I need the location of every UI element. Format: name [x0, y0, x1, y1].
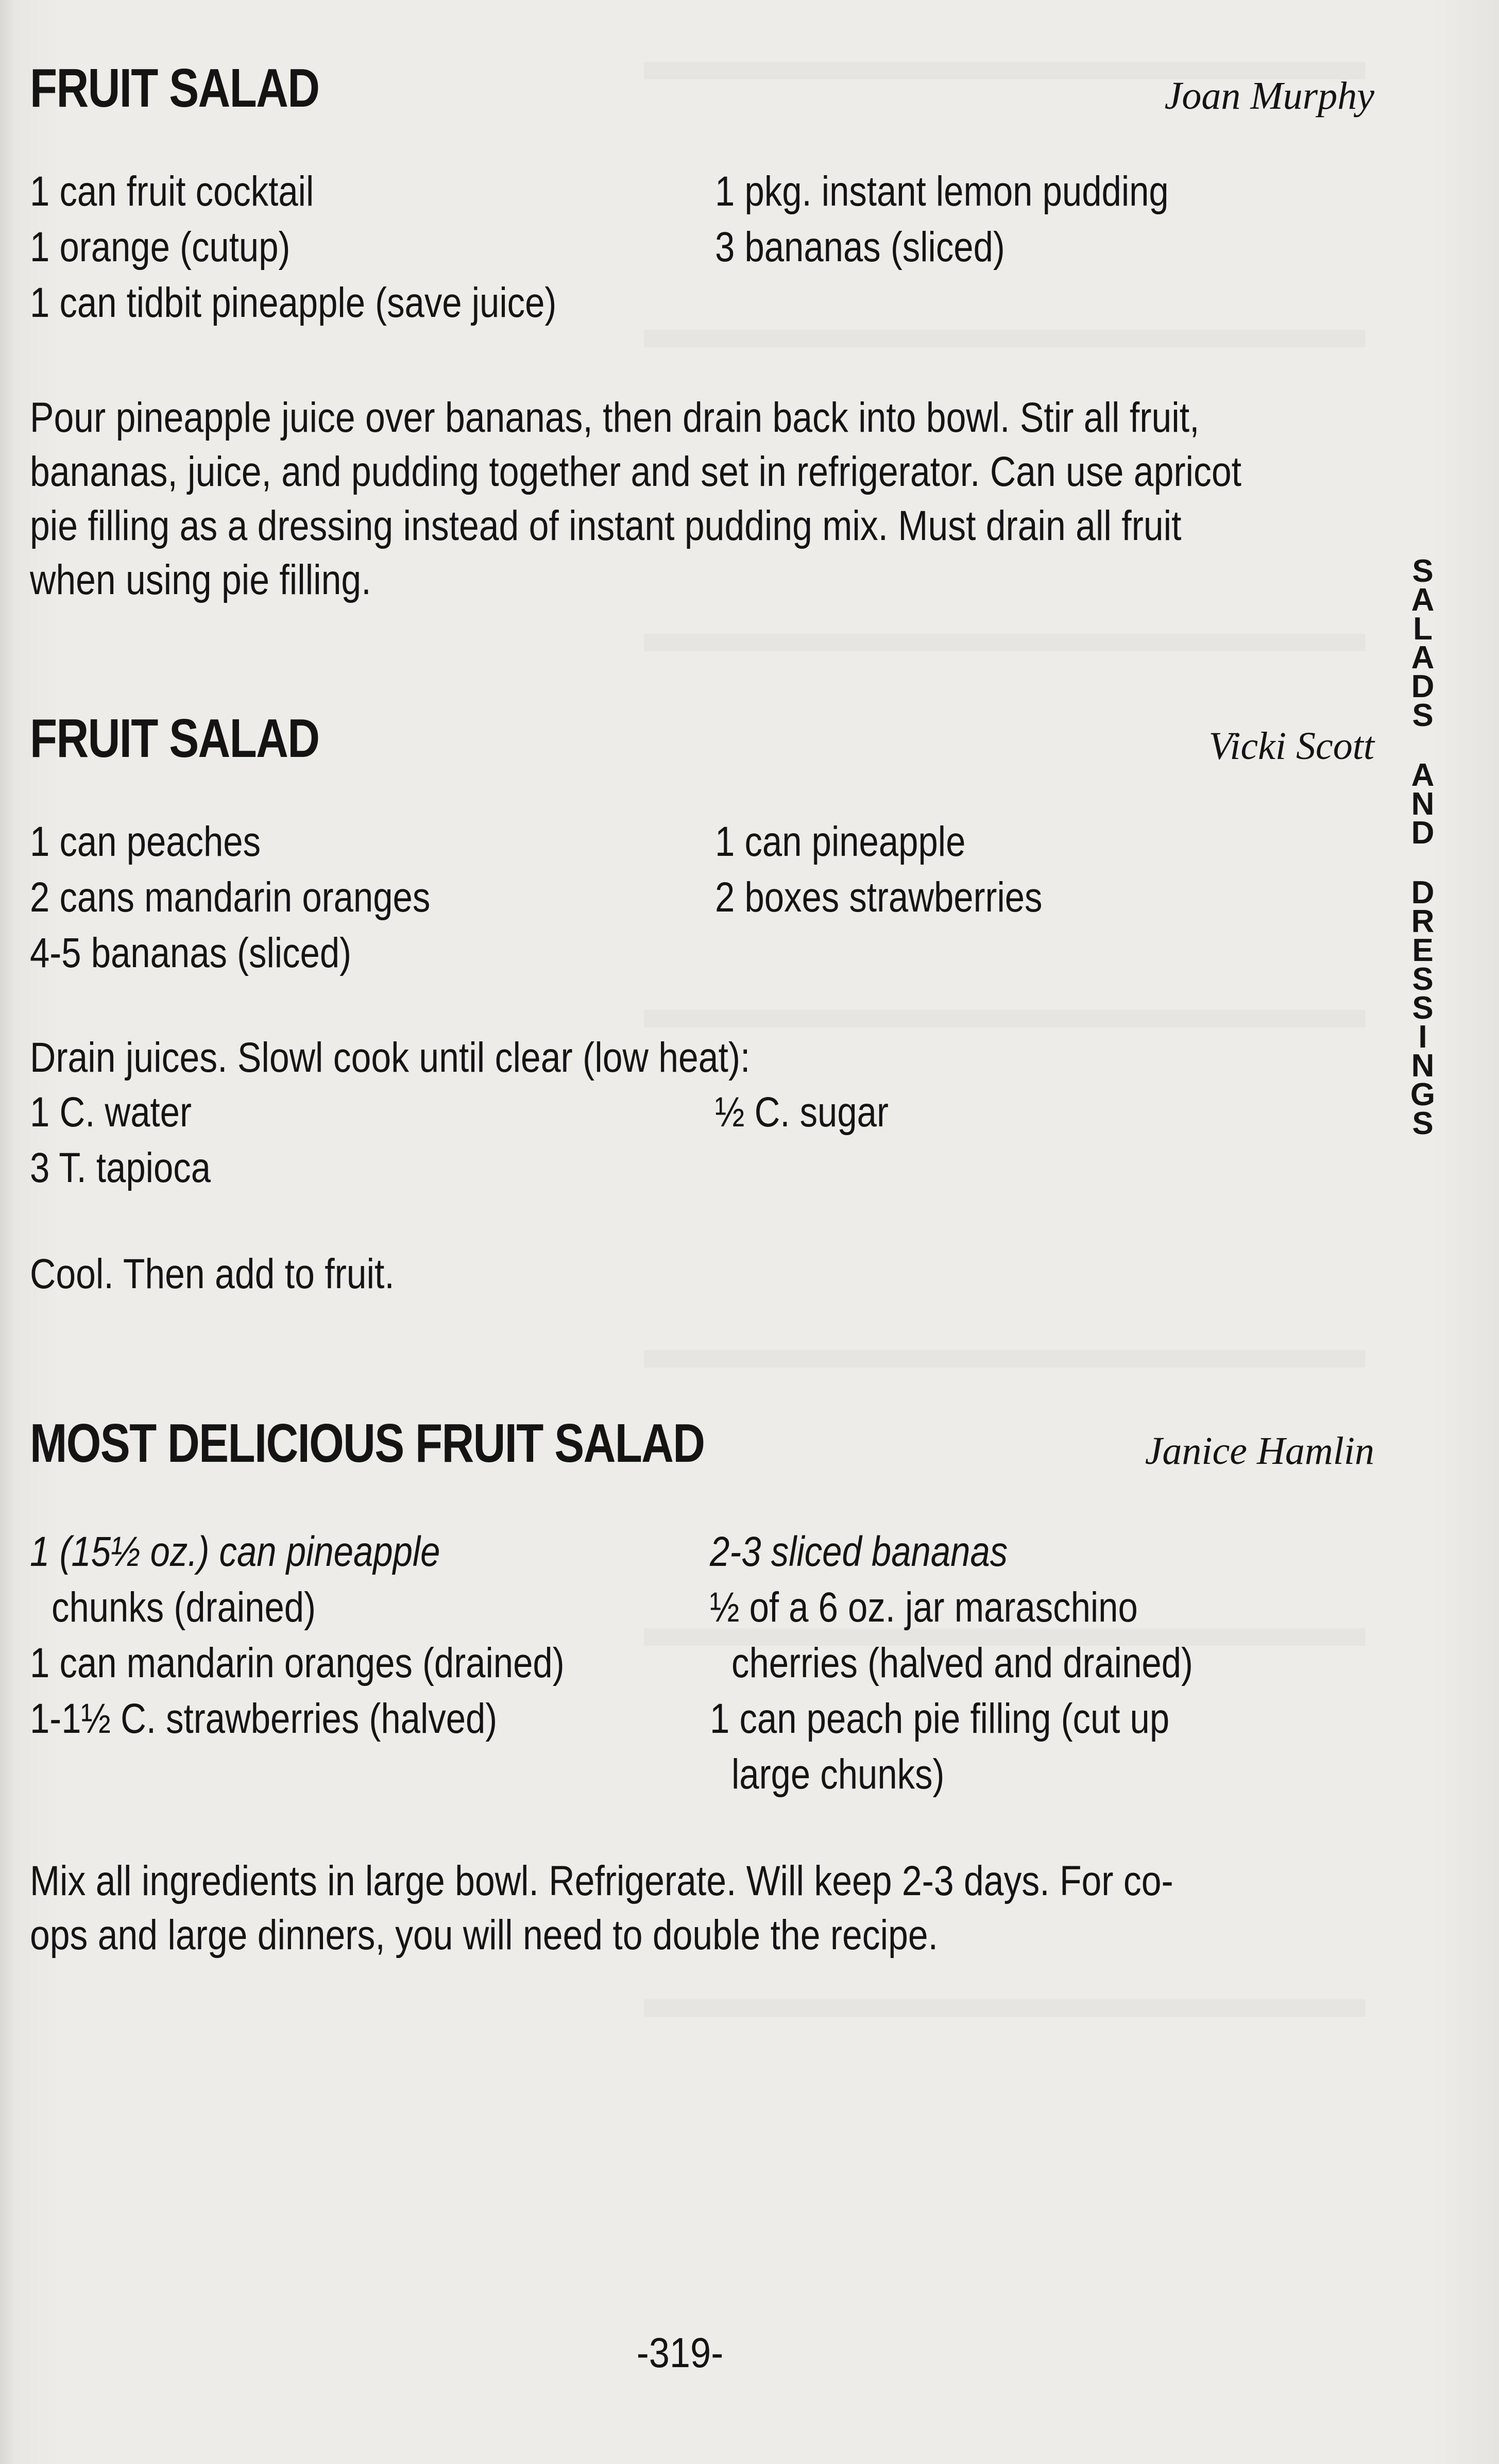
side-tab-letter: G — [1410, 1077, 1436, 1112]
ingredient: 1 C. water — [30, 1089, 192, 1136]
side-tab-letter: I — [1418, 1019, 1427, 1055]
side-tab-letter: A — [1411, 640, 1435, 676]
section-side-tab — [1397, 553, 1449, 1141]
side-tab-letter: R — [1411, 904, 1435, 939]
recipe-title: FRUIT SALAD — [30, 708, 319, 769]
ingredient: 1-1½ C. strawberries (halved) — [30, 1695, 498, 1742]
directions-line: Pour pineapple juice over bananas, then drain back into bowl. Stir all fruit, — [30, 394, 1200, 441]
recipe-fruit-salad-scott — [30, 708, 1374, 1350]
ingredient: 1 can mandarin oranges (drained) — [30, 1640, 565, 1686]
ingredient: 2 cans mandarin oranges — [30, 874, 431, 921]
directions — [30, 1854, 1374, 1962]
ingredient: 1 can pineapple — [715, 818, 966, 865]
ingredient: 1 (15½ oz.) can pineapple — [30, 1528, 440, 1575]
directions-line: bananas, juice, and pudding together and set in refrigerator. Can use apricot — [30, 448, 1242, 495]
side-tab-letter: D — [1411, 669, 1435, 704]
ingredient: 1 can peaches — [30, 818, 261, 865]
directions-line: pie filling as a dressing instead of instant pudding mix. Must drain all fruit — [30, 502, 1182, 549]
bleed-through — [644, 1350, 1365, 1368]
ingredient: 1 can fruit cocktail — [30, 168, 314, 215]
side-tab-gap — [1397, 729, 1449, 760]
ingredient: 4-5 bananas (sliced) — [30, 930, 352, 976]
side-tab-letter: D — [1411, 815, 1435, 851]
side-tab-letter: S — [1412, 990, 1434, 1026]
ingredient: chunks (drained) — [52, 1584, 316, 1631]
directions-line: ops and large dinners, you will need to double the recipe. — [30, 1912, 939, 1959]
recipe-author: Joan Murphy — [1164, 74, 1374, 117]
directions — [30, 391, 1374, 607]
sub-ingredients-right — [715, 1085, 889, 1140]
ingredients-right — [715, 164, 1169, 275]
ingredients-right — [710, 1524, 1193, 1802]
side-tab-letter: A — [1411, 757, 1435, 793]
side-tab-letter: E — [1412, 933, 1434, 968]
ingredients-left — [30, 1524, 565, 1747]
side-tab-letter: S — [1412, 698, 1434, 733]
ingredient: cherries (halved and drained) — [731, 1640, 1193, 1686]
ingredient: 2 boxes strawberries — [715, 874, 1043, 921]
side-tab-letter: L — [1413, 611, 1433, 647]
ingredients-right — [715, 814, 1042, 925]
side-tab-letter: N — [1411, 786, 1435, 822]
ingredient: ½ C. sugar — [715, 1089, 889, 1136]
side-tab-letter: S — [1412, 961, 1434, 997]
ingredients-left — [30, 814, 430, 981]
side-tab-gap — [1397, 846, 1449, 877]
side-tab-letter: S — [1412, 553, 1434, 589]
side-tab-letter: A — [1411, 582, 1435, 618]
directions-end — [30, 1247, 1374, 1301]
ingredient: 2-3 sliced bananas — [710, 1528, 1008, 1575]
recipe-title: MOST DELICIOUS FRUIT SALAD — [30, 1413, 705, 1474]
recipe-most-delicious-fruit-salad — [30, 1413, 1374, 2034]
recipe-author: Janice Hamlin — [1145, 1429, 1374, 1473]
directions-intro — [30, 1031, 1374, 1085]
directions-line: when using pie filling. — [30, 556, 371, 603]
ingredient: 3 T. tapioca — [30, 1144, 211, 1191]
recipe-fruit-salad-murphy — [30, 58, 1374, 617]
side-tab-letter: D — [1411, 875, 1435, 910]
recipe-title: FRUIT SALAD — [30, 58, 319, 119]
directions-line: Drain juices. Slowl cook until clear (low heat): — [30, 1034, 751, 1081]
ingredient: 1 orange (cutup) — [30, 224, 291, 271]
ingredient: ½ of a 6 oz. jar maraschino — [710, 1584, 1138, 1631]
directions-line: Cool. Then add to fruit. — [30, 1251, 395, 1297]
recipe-author: Vicki Scott — [1208, 724, 1374, 768]
ingredient: large chunks) — [731, 1751, 945, 1798]
side-tab-letter: N — [1411, 1048, 1435, 1084]
page-number: -319- — [636, 2330, 724, 2376]
ingredient: 1 can peach pie filling (cut up — [710, 1695, 1170, 1742]
ingredients-left — [30, 164, 556, 331]
ingredient: 1 pkg. instant lemon pudding — [715, 168, 1169, 215]
directions-line: Mix all ingredients in large bowl. Refrigerate. Will keep 2-3 days. For co- — [30, 1858, 1173, 1904]
sub-ingredients-left — [30, 1085, 211, 1196]
ingredient: 1 can tidbit pineapple (save juice) — [30, 279, 557, 326]
ingredient: 3 bananas (sliced) — [715, 224, 1005, 271]
bleed-through — [644, 634, 1365, 651]
side-tab-letter: S — [1412, 1106, 1434, 1141]
